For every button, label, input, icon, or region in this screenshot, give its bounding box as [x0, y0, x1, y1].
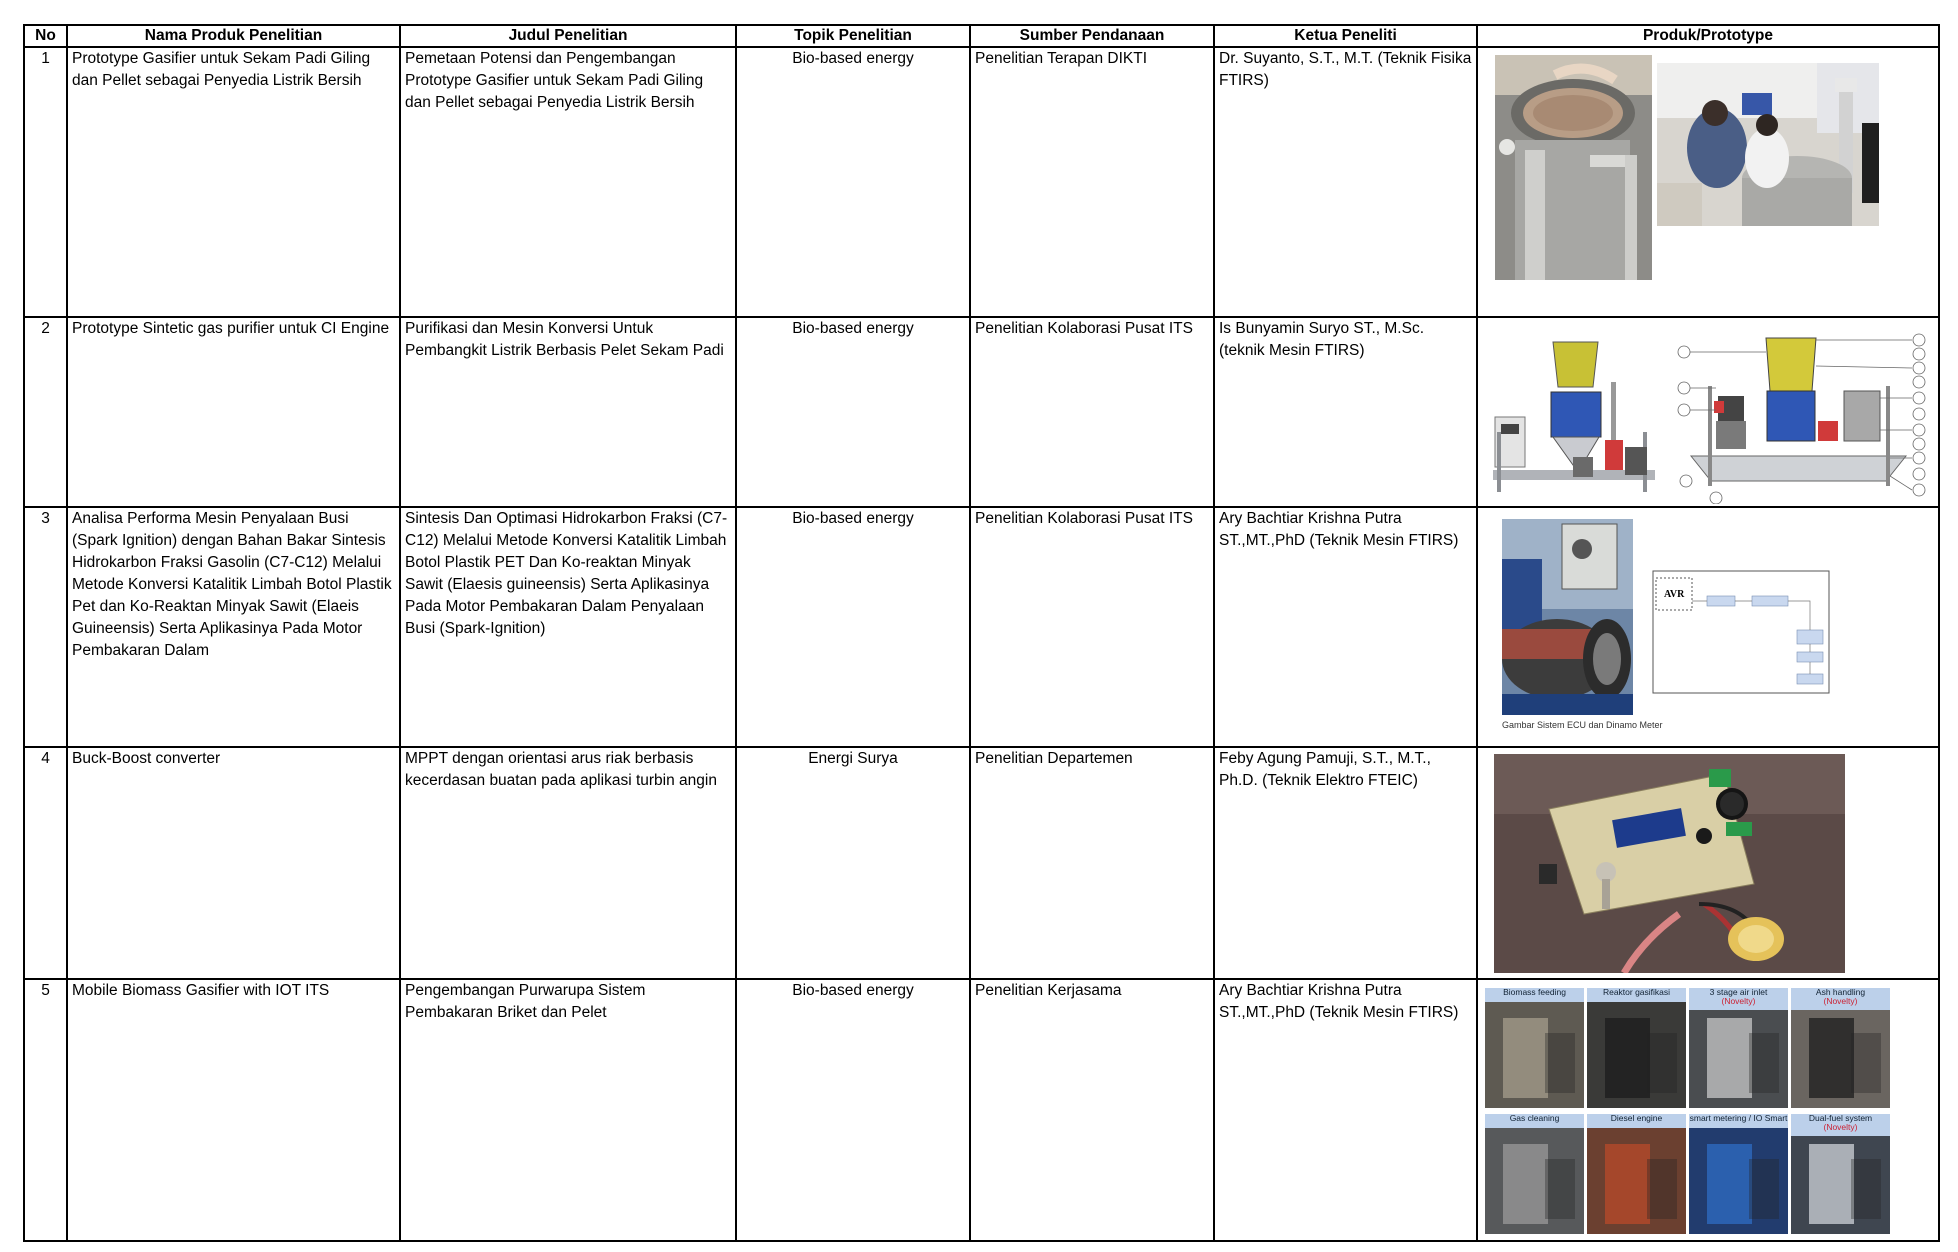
- cell-no: 5: [24, 979, 67, 1241]
- header-product: Nama Produk Penelitian: [67, 25, 400, 47]
- cell-no: 3: [24, 507, 67, 747]
- cell-title: Purifikasi dan Mesin Konversi Untuk Pembangkit Listrik Berbasis Pelet Sekam Padi: [400, 317, 736, 507]
- tile-label: [1587, 1114, 1686, 1128]
- table-row: [24, 979, 1939, 1241]
- ecu-caption: Gambar Sistem ECU dan Dinamo Meter: [1502, 720, 1663, 730]
- cell-topic: Bio-based energy: [736, 507, 970, 747]
- dynamometer-photo: [1502, 519, 1633, 715]
- gasifier-hopper-photo: [1495, 55, 1652, 280]
- cell-prototype: [1477, 47, 1939, 317]
- tile-label-text: Diesel engine: [1610, 1114, 1663, 1123]
- tile-novelty-note: (Novelty): [1823, 996, 1858, 1006]
- cell-prototype: [1477, 507, 1939, 747]
- tile-label-text: Ash handling: [1815, 988, 1866, 997]
- cell-title: Pengembangan Purwarupa Sistem Pembakaran Briket dan Pelet: [400, 979, 736, 1241]
- cell-product: Buck-Boost converter: [67, 747, 400, 979]
- cell-topic: Bio-based energy: [736, 979, 970, 1241]
- tile-novelty-note: (Novelty): [1823, 1122, 1858, 1132]
- tile-label-text: 3 stage air inlet: [1709, 988, 1768, 997]
- cell-title: Sintesis Dan Optimasi Hidrokarbon Fraksi (C7-C12) Melalui Metode Konversi Katalitik Limbah Botol Plastik PET Dan Ko-reaktan Minyak Sawit (Elaesis guineensis) Serta Aplikasinya Pada Motor Pembakaran Dalam Penyalaan Busi (Spark-Ignition): [400, 507, 736, 747]
- cell-lead: Ary Bachtiar Krishna Putra ST.,MT.,PhD (Teknik Mesin FTIRS): [1214, 979, 1477, 1241]
- tile-label: [1689, 1114, 1788, 1128]
- avr-label: AVR: [1664, 589, 1685, 600]
- gasifier-tile: [1587, 988, 1686, 1108]
- header-no: No: [24, 25, 67, 47]
- cell-prototype: [1477, 747, 1939, 979]
- header-topic: Topik Penelitian: [736, 25, 970, 47]
- gasifier-tile: [1791, 1114, 1890, 1234]
- header-title: Judul Penelitian: [400, 25, 736, 47]
- header-funding: Sumber Pendanaan: [970, 25, 1214, 47]
- tile-label-text: Reaktor gasifikasi: [1602, 988, 1671, 997]
- gasifier-team-photo: [1657, 63, 1879, 226]
- gasifier-tile-grid: [1485, 988, 1893, 1236]
- cell-funding: Penelitian Kolaborasi Pusat ITS: [970, 507, 1214, 747]
- converter-board-photo: [1494, 754, 1845, 973]
- gasifier-tile: [1689, 1114, 1788, 1234]
- cell-title: Pemetaan Potensi dan Pengembangan Prototype Gasifier untuk Sekam Padi Giling dan Pellet sebagai Penyedia Listrik Bersih: [400, 47, 736, 317]
- tile-label: [1485, 988, 1584, 1002]
- cell-lead: Ary Bachtiar Krishna Putra ST.,MT.,PhD (Teknik Mesin FTIRS): [1214, 507, 1477, 747]
- header-prototype: Produk/Prototype: [1477, 25, 1939, 47]
- tile-label-text: Gas cleaning: [1509, 1114, 1560, 1123]
- tile-label: [1485, 1114, 1584, 1128]
- tile-label-text: smart metering / IO Smart: [1689, 1114, 1788, 1123]
- cell-lead: Is Bunyamin Suryo ST., M.Sc. (teknik Mesin FTIRS): [1214, 317, 1477, 507]
- tile-label: [1791, 1114, 1890, 1136]
- cell-product: Prototype Sintetic gas purifier untuk CI Engine: [67, 317, 400, 507]
- cell-no: 1: [24, 47, 67, 317]
- cell-lead: Feby Agung Pamuji, S.T., M.T., Ph.D. (Teknik Elektro FTEIC): [1214, 747, 1477, 979]
- cell-no: 4: [24, 747, 67, 979]
- tile-label: [1791, 988, 1890, 1010]
- cell-topic: Bio-based energy: [736, 47, 970, 317]
- cell-funding: Penelitian Terapan DIKTI: [970, 47, 1214, 317]
- cell-title: MPPT dengan orientasi arus riak berbasis kecerdasan buatan pada aplikasi turbin angin: [400, 747, 736, 979]
- cell-lead: Dr. Suyanto, S.T., M.T. (Teknik Fisika FTIRS): [1214, 47, 1477, 317]
- cell-product: Mobile Biomass Gasifier with IOT ITS: [67, 979, 400, 1241]
- cell-topic: Energi Surya: [736, 747, 970, 979]
- header-row: [24, 25, 1939, 47]
- tile-label: [1689, 988, 1788, 1010]
- tile-label-text: Dual-fuel system: [1808, 1114, 1873, 1123]
- table-row: [24, 47, 1939, 317]
- gasifier-tile: [1485, 988, 1584, 1108]
- cell-product: Prototype Gasifier untuk Sekam Padi Giling dan Pellet sebagai Penyedia Listrik Bersih: [67, 47, 400, 317]
- cell-topic: Bio-based energy: [736, 317, 970, 507]
- tile-label-text: Biomass feeding: [1503, 988, 1566, 997]
- gasifier-tile: [1587, 1114, 1686, 1234]
- cell-funding: Penelitian Kolaborasi Pusat ITS: [970, 317, 1214, 507]
- table-row: [24, 507, 1939, 747]
- table-row: [24, 317, 1939, 507]
- purifier-labeled-diagram: [1676, 326, 1928, 504]
- ecu-block-diagram: [1652, 570, 1830, 694]
- cell-prototype: [1477, 979, 1939, 1241]
- tile-label: [1587, 988, 1686, 1002]
- header-lead: Ketua Peneliti: [1214, 25, 1477, 47]
- cell-funding: Penelitian Departemen: [970, 747, 1214, 979]
- purifier-render: [1493, 332, 1655, 497]
- cell-funding: Penelitian Kerjasama: [970, 979, 1214, 1241]
- cell-prototype: [1477, 317, 1939, 507]
- cell-no: 2: [24, 317, 67, 507]
- research-table: [23, 24, 1940, 1242]
- table-row: [24, 747, 1939, 979]
- gasifier-tile: [1689, 988, 1788, 1108]
- gasifier-tile: [1791, 988, 1890, 1108]
- gasifier-tile: [1485, 1114, 1584, 1234]
- tile-novelty-note: (Novelty): [1721, 996, 1756, 1006]
- cell-product: Analisa Performa Mesin Penyalaan Busi (Spark Ignition) dengan Bahan Bakar Sintesis Hidrokarbon Fraksi Gasolin (C7-C12) Melalui Metode Konversi Katalitik Limbah Botol Plastik Pet dan Ko-Reaktan Minyak Sawit (Elaeis Guineensis) Serta Aplikasinya Pada Motor Pembakaran Dalam: [67, 507, 400, 747]
